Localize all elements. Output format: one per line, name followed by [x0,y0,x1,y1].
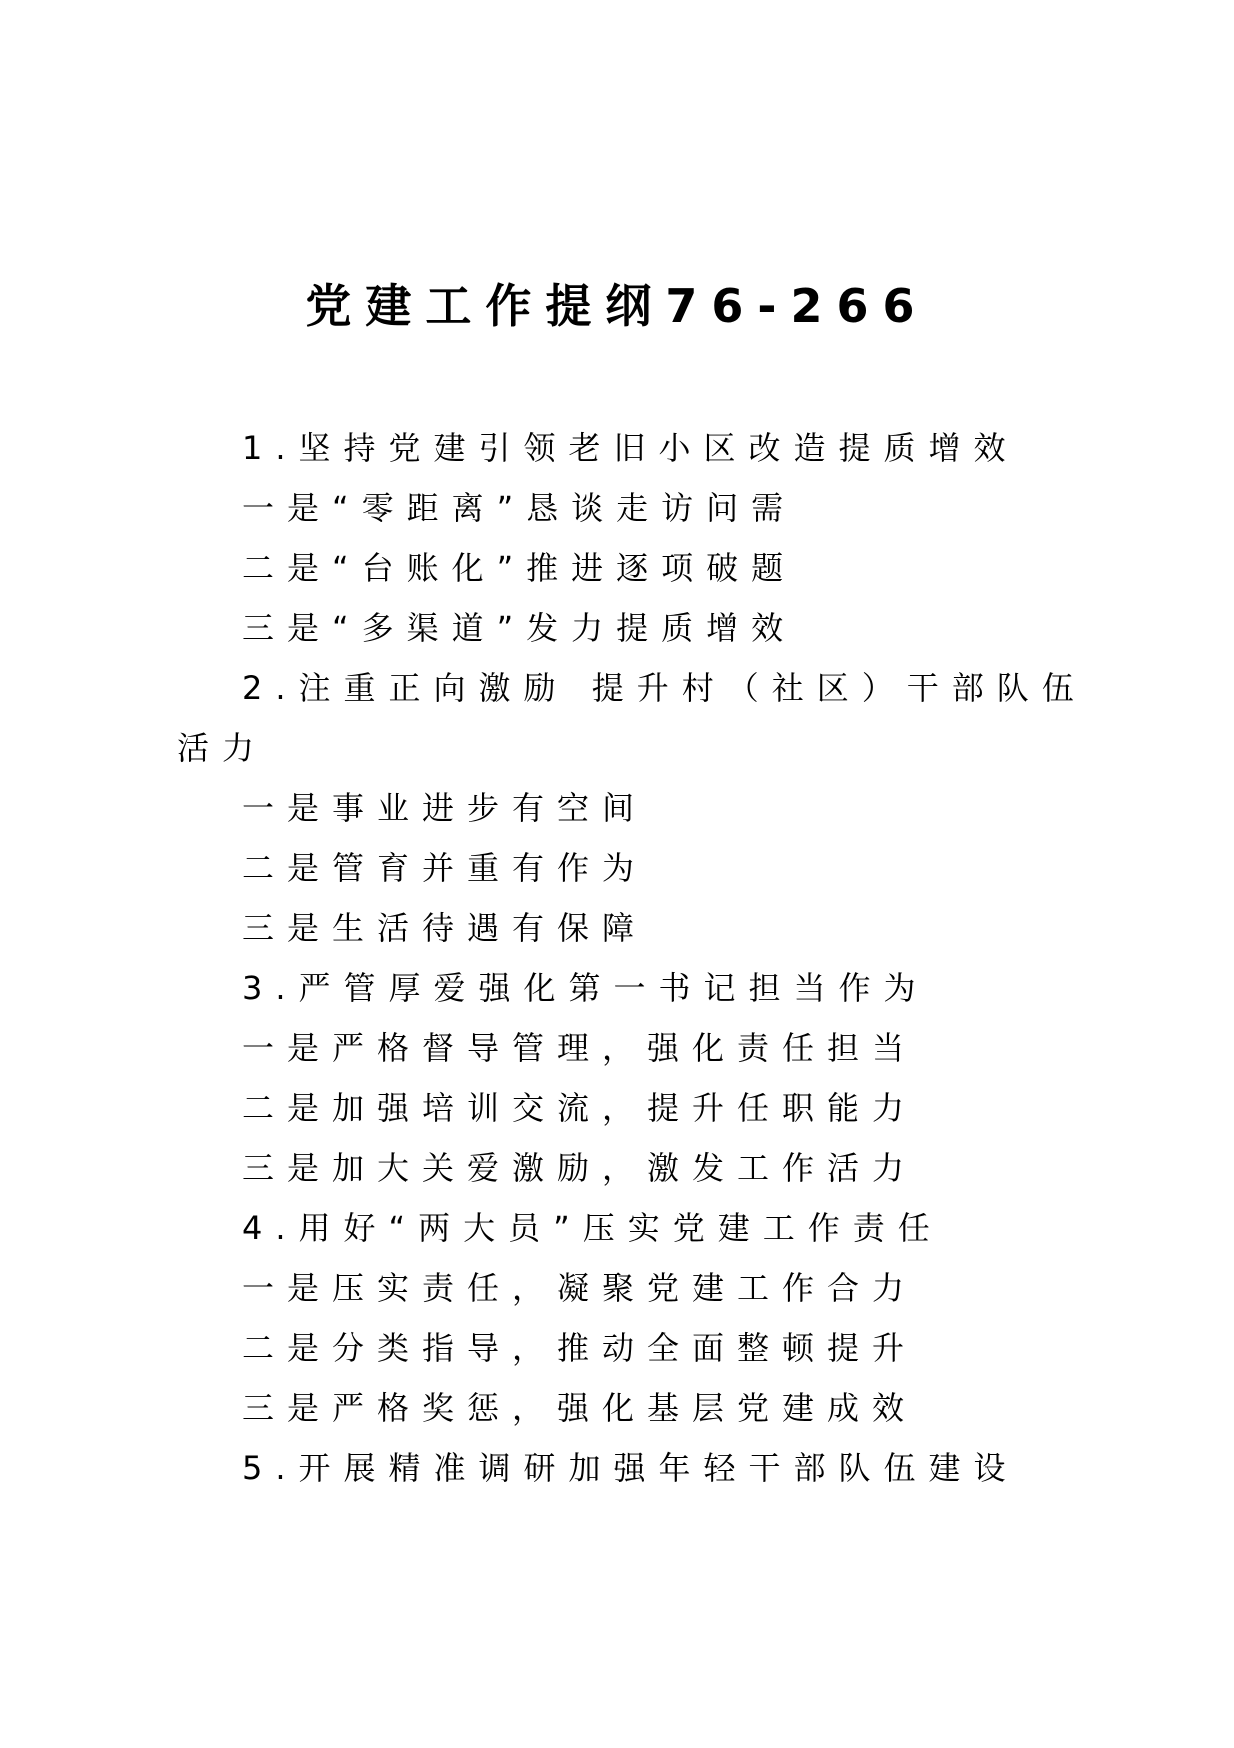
outline-item: 三是“多渠道”发力提质增效 [242,609,797,647]
outline-heading-2-continued: 活力 [177,729,268,767]
outline-item: 二是加强培训交流，提升任职能力 [242,1089,918,1127]
outline-item: 一是压实责任，凝聚党建工作合力 [242,1269,918,1307]
outline-item: 一是事业进步有空间 [242,789,648,827]
outline-item: 三是严格奖惩，强化基层党建成效 [242,1389,918,1427]
outline-item: 三是加大关爱激励，激发工作活力 [242,1149,918,1187]
outline-heading-5: 5.开展精准调研加强年轻干部队伍建设 [242,1449,1019,1487]
outline-item: 二是管育并重有作为 [242,849,648,887]
document-title: 党建工作提纲76-266 [305,279,929,333]
document-body [177,418,1087,1498]
outline-heading-4: 4.用好“两大员”压实党建工作责任 [242,1209,943,1247]
outline-item: 三是生活待遇有保障 [242,909,648,947]
outline-heading-1: 1.坚持党建引领老旧小区改造提质增效 [242,429,1019,467]
outline-heading-3: 3.严管厚爱强化第一书记担当作为 [242,969,929,1007]
outline-item: 二是“台账化”推进逐项破题 [242,549,797,587]
outline-item: 一是严格督导管理，强化责任担当 [242,1029,918,1067]
outline-item: 二是分类指导，推动全面整顿提升 [242,1329,918,1367]
outline-item: 一是“零距离”恳谈走访问需 [242,489,797,527]
outline-heading-2: 2.注重正向激励 提升村（社区）干部队伍 [242,669,1087,707]
